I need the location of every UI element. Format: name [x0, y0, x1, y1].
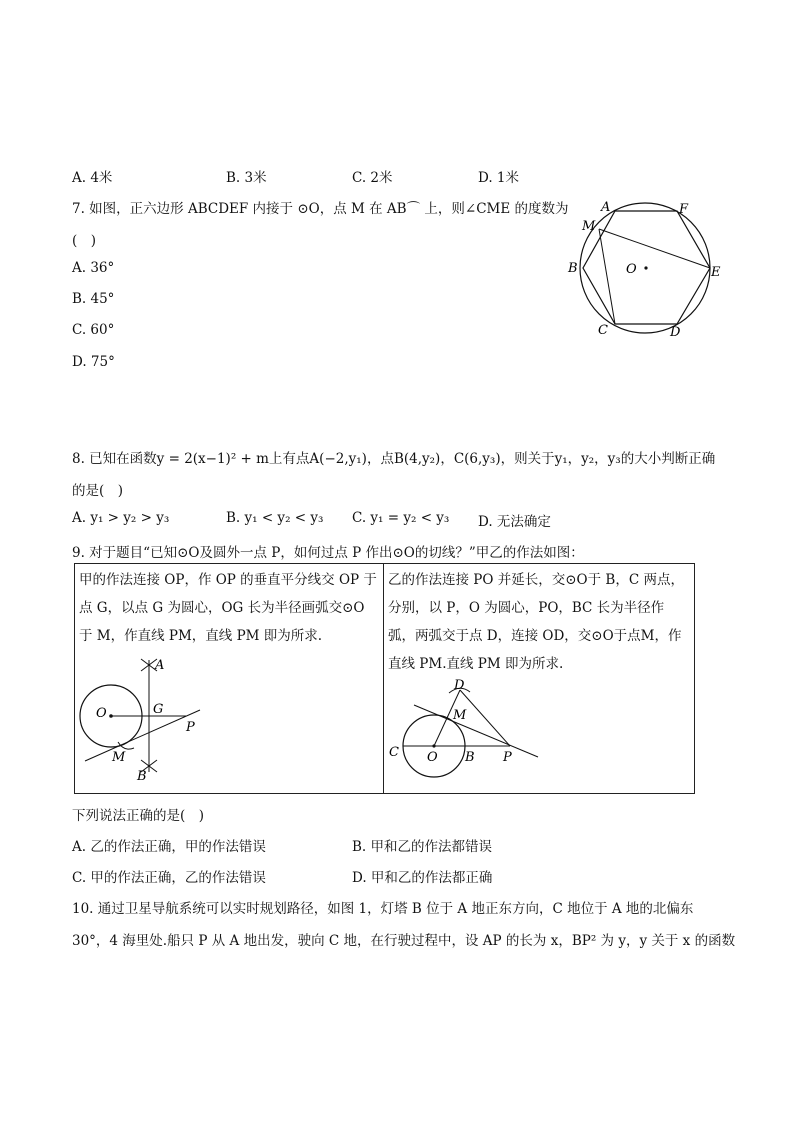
q9-stem: 9. 对于题目“已知⊙O及圆外一点 P，如何过点 P 作出⊙O的切线？”甲乙的作法如图： — [72, 545, 584, 561]
q8-stem: 8. 已知在函数y = 2(x−1)² + m上有点A(−2,y₁)，点B(4,y₂)，C(6,y₃)，则关于y₁，y₂，y₃的大小判断正确 — [72, 451, 716, 467]
q9-question: 下列说法正确的是( ) — [72, 808, 205, 824]
q7-option-a: A. 36° — [72, 260, 115, 276]
q7-option-b: B. 45° — [72, 291, 115, 307]
q7-label-o: O — [626, 262, 637, 277]
q7-hexagon-figure — [560, 195, 730, 345]
q9-jia-label-o: O — [96, 706, 107, 721]
q9-yi-label-d: D — [454, 678, 465, 693]
q7-stem: 7. 如图，正六边形 ABCDEF 内接于 ⊙O，点 M 在 AB⌒ 上，则∠CME 的度数为 — [72, 201, 569, 217]
q9-jia-label-a: A — [155, 658, 165, 673]
q7-stem-paren: ( ) — [72, 233, 97, 249]
q10-stem: 10. 通过卫星导航系统可以实时规划路径，如图 1，灯塔 B 位于 A 地正东方向，C 地位于 A 地的北偏东 — [72, 901, 694, 917]
q9-jia-label-b: B — [137, 769, 147, 784]
q8-option-c: C. y₁ = y₂ < y₃ — [352, 510, 450, 526]
q9-option-d: D. 甲和乙的作法都正确 — [352, 870, 493, 886]
q6-option-a: A. 4米 — [72, 170, 113, 186]
q9-jia-text: 甲的作法连接 OP，作 OP 的垂直平分线交 OP 于点 G，以点 G 为圆心，OG 长为半径画弧交⊙O 于 M，作直线 PM，直线 PM 即为所求. — [79, 572, 377, 644]
q9-jia-label-m: M — [112, 750, 126, 765]
q7-label-f: F — [679, 202, 689, 217]
q7-label-d: D — [670, 325, 681, 340]
q9-yi-label-p: P — [503, 750, 512, 765]
q8-stem-cont: 的是( ) — [72, 483, 124, 499]
q7-label-b: B — [568, 261, 578, 276]
q7-option-c: C. 60° — [72, 322, 115, 338]
q6-option-d: D. 1米 — [478, 170, 520, 186]
q8-option-b: B. y₁ < y₂ < y₃ — [226, 510, 324, 526]
q9-yi-label-b: B — [465, 750, 475, 765]
q7-label-a: A — [601, 200, 611, 215]
q10-stem-cont: 30°，4 海里处.船只 P 从 A 地出发，驶向 C 地，在行驶过程中，设 AP 的长为 x，BP² 为 y，y 关于 x 的函数 — [72, 933, 736, 949]
q9-yi-figure — [386, 672, 692, 792]
q9-yi-text: 乙的作法连接 PO 并延长，交⊙O于 B，C 两点，分别，以 P，O 为圆心，PO，BC 长为半径作弧，两弧交于点 D，连接 OD，交⊙O于点M，作直线 PM.直线 PM 即为所求. — [388, 572, 684, 672]
q7-option-d: D. 75° — [72, 354, 115, 370]
q6-option-c: C. 2米 — [352, 170, 393, 186]
q8-option-d: D. 无法确定 — [478, 514, 551, 530]
q9-yi-label-o: O — [427, 750, 438, 765]
q7-label-m: M — [582, 219, 596, 234]
q9-jia-figure — [76, 650, 382, 792]
q9-option-b: B. 甲和乙的作法都错误 — [352, 839, 493, 855]
q9-jia-label-p: P — [186, 720, 195, 735]
q7-label-e: E — [711, 265, 721, 280]
q7-label-c: C — [598, 323, 608, 338]
q8-option-a: A. y₁ > y₂ > y₃ — [72, 510, 170, 526]
q9-option-a: A. 乙的作法正确，甲的作法错误 — [72, 839, 266, 855]
q9-jia-label-g: G — [153, 702, 164, 717]
q9-yi-label-m: M — [453, 708, 467, 723]
q6-option-b: B. 3米 — [226, 170, 267, 186]
q9-option-c: C. 甲的作法正确，乙的作法错误 — [72, 870, 266, 886]
q9-yi-label-c: C — [389, 745, 399, 760]
